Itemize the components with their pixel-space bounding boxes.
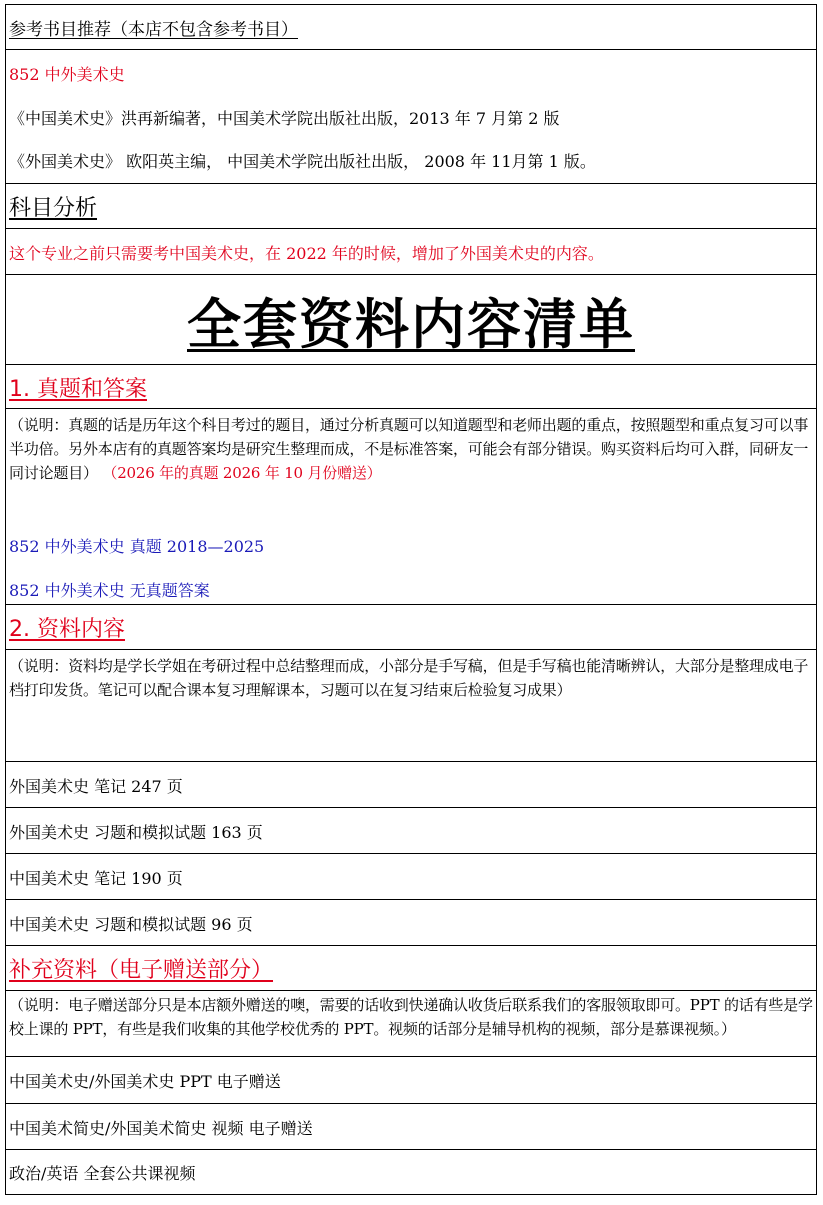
analysis-heading: 科目分析	[9, 196, 98, 221]
section1-note-red: （2026 年的真题 2026 年 10 月份赠送）	[102, 464, 382, 482]
exam-item: 852 中外美术史 无真题答案	[9, 580, 210, 600]
section3-heading-row	[6, 945, 816, 990]
material-item	[6, 899, 816, 945]
exam-item: 852 中外美术史 真题 2018—2025	[9, 536, 265, 556]
material-item	[6, 761, 816, 807]
material-item-label: 外国美术史 笔记 247 页	[9, 776, 183, 796]
books-heading: 参考书目推荐（本店不包含参考书目）	[9, 19, 298, 40]
books-section	[6, 5, 816, 49]
section2-heading: 2. 资料内容	[9, 617, 125, 642]
material-list-table	[5, 4, 817, 1195]
bonus-item-label: 中国美术史/外国美术史 PPT 电子赠送	[9, 1072, 281, 1091]
page-title: 全套资料内容清单	[187, 292, 635, 356]
analysis-text: 这个专业之前只需要考中国美术史，在 2022 年的时候，增加了外国美术史的内容。	[9, 243, 604, 263]
section2-note: （说明：资料均是学长学姐在考研过程中总结整理而成，小部分是手写稿，但是手写稿也能清晰辨认，大部分是整理成电子档打印发货。笔记可以配合课本复习理解课本，习题可以在复习结束后检验复习成果）	[9, 657, 809, 699]
analysis-heading-row	[6, 183, 816, 228]
section2-note-row	[6, 649, 816, 761]
books-subject: 852 中外美术史	[9, 64, 125, 84]
analysis-text-row	[6, 228, 816, 274]
book-item: 《中国美术史》洪再新编著，中国美术学院出版社出版，2013 年 7 月第 2 版	[9, 109, 560, 128]
material-item	[6, 807, 816, 853]
section3-note-row	[6, 990, 816, 1056]
section2-heading-row	[6, 604, 816, 649]
section1-note	[9, 409, 813, 485]
book-item: 《外国美术史》 欧阳英主编， 中国美术学院出版社出版， 2008 年 11月第 1 版。	[9, 152, 596, 171]
section3-heading: 补充资料（电子赠送部分）	[9, 958, 274, 983]
books-list	[6, 49, 816, 183]
title-row	[6, 274, 816, 364]
material-item	[6, 853, 816, 899]
material-item-label: 中国美术史 笔记 190 页	[9, 868, 183, 888]
bonus-item	[6, 1149, 816, 1194]
bonus-item	[6, 1103, 816, 1149]
section1-note-text: （说明：真题的话是历年这个科目考过的题目，通过分析真题可以知道题型和老师出题的重点，按照题型和重点复习可以事半功倍。另外本店有的真题答案均是研究生整理而成，不是标准答案，可能会有部分错误。购买资料后均可入群，同研友一同讨论题目）	[9, 416, 809, 482]
material-item-label: 外国美术史 习题和模拟试题 163 页	[9, 822, 263, 842]
bonus-item-label: 政治/英语 全套公共课视频	[9, 1164, 196, 1183]
bonus-item	[6, 1056, 816, 1103]
section1-heading-row	[6, 364, 816, 408]
material-item-label: 中国美术史 习题和模拟试题 96 页	[9, 914, 253, 934]
section3-note: （说明：电子赠送部分只是本店额外赠送的噢，需要的话收到快递确认收货后联系我们的客服领取即可。PPT 的话有些是学校上课的 PPT，有些是我们收集的其他学校优秀的 PPT。视频的话部分是辅导机构的视频，部分是慕课视频。）	[9, 996, 813, 1038]
section1-heading: 1. 真题和答案	[9, 376, 147, 402]
bonus-item-label: 中国美术简史/外国美术简史 视频 电子赠送	[9, 1118, 313, 1138]
section1-body	[6, 408, 816, 604]
